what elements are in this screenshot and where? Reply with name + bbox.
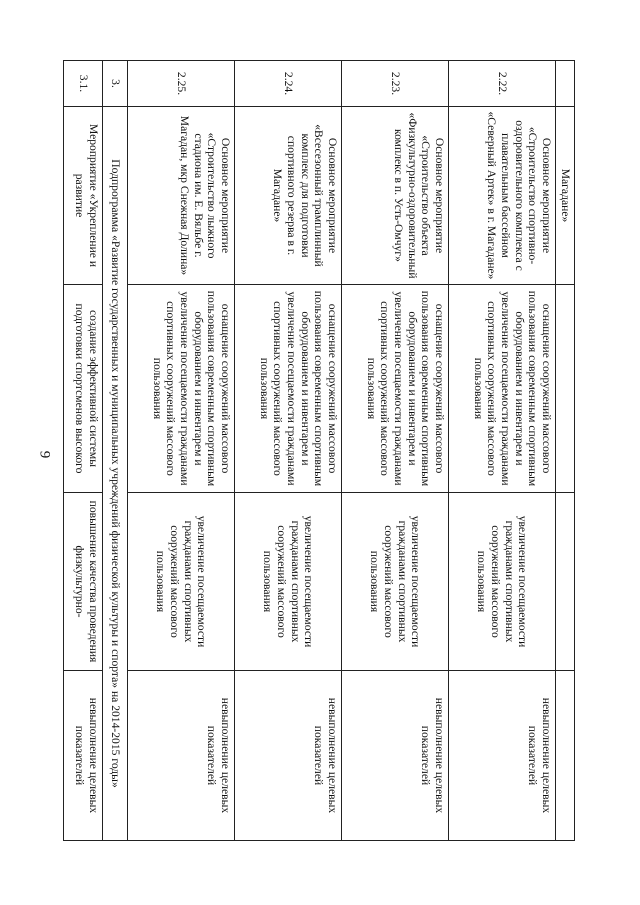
cell-num xyxy=(556,61,575,107)
cell-num: 3. xyxy=(103,61,128,107)
table-row xyxy=(235,61,342,841)
cell-description: оснащение сооружений массового пользования современным спортивным оборудованием и инвентарем и увеличение посещаемости гражданами спортивных сооружений массового пользования xyxy=(235,285,342,493)
cell-description: оснащение сооружений массового пользования современным спортивным оборудованием и инвентарем и увеличение посещаемости гражданами спортивных сооружений массового пользования xyxy=(342,285,449,493)
cell-num: 2.22. xyxy=(449,61,556,107)
program-table-rotated xyxy=(65,60,575,840)
cell-risk xyxy=(556,671,575,841)
cell-description: оснащение сооружений массового пользования современным спортивным оборудованием и инвентарем и увеличение посещаемости гражданами спортивных сооружений массового пользования xyxy=(128,285,235,493)
table-row xyxy=(449,61,556,841)
subprogram-row xyxy=(103,61,128,841)
cell-risk: невыполнение целевых показателей xyxy=(342,671,449,841)
program-table xyxy=(63,60,575,841)
cell-risk: невыполнение целевых показателей xyxy=(64,671,103,841)
cell-name: Основное мероприятие «Всесезонный трамплинный комплекс для подготовки спортивного резерва в г. Магадане» xyxy=(235,107,342,285)
cell-risk: невыполнение целевых показателей xyxy=(235,671,342,841)
subprogram-title: Подпрограмма «Развитие государственных и муниципальных учреждений физической культуры и спорта» на 2014-2015 годы» xyxy=(103,107,128,841)
cell-result: увеличение посещаемости гражданами спортивных сооружений массового пользования xyxy=(449,493,556,671)
cell-result: увеличение посещаемости гражданами спортивных сооружений массового пользования xyxy=(342,493,449,671)
cell-num: 2.25. xyxy=(128,61,235,107)
table-row xyxy=(342,61,449,841)
cell-risk: невыполнение целевых показателей xyxy=(128,671,235,841)
cell-name: Основное мероприятие «Строительство объекта «Физкультурно-оздоровительный комплекс в п. Усть-Омчуг» xyxy=(342,107,449,285)
cell-result: повышение качества проведения физкультурно- xyxy=(64,493,103,671)
table-row xyxy=(64,61,103,841)
cell-risk: невыполнение целевых показателей xyxy=(449,671,556,841)
cell-result: увеличение посещаемости гражданами спортивных сооружений массового пользования xyxy=(235,493,342,671)
cell-result xyxy=(556,493,575,671)
cell-description: оснащение сооружений массового пользования современным спортивным оборудованием и инвентарем и увеличение посещаемости гражданами спортивных сооружений массового пользования xyxy=(449,285,556,493)
cell-name: Мероприятие «Укрепление и развитие xyxy=(64,107,103,285)
cell-description xyxy=(556,285,575,493)
table-row xyxy=(128,61,235,841)
table-row-continued xyxy=(556,61,575,841)
cell-num: 2.24. xyxy=(235,61,342,107)
cell-name: Основное мероприятие «Строительство спортивно-оздоровительного комплекса с плавательным бассейном «Северный Артек» в г. Магадане» xyxy=(449,107,556,285)
page-number: 9 xyxy=(36,450,53,459)
cell-name: Магадане» xyxy=(556,107,575,285)
cell-num: 2.23. xyxy=(342,61,449,107)
cell-num: 3.1. xyxy=(64,61,103,107)
cell-result: увеличение посещаемости гражданами спортивных сооружений массового пользования xyxy=(128,493,235,671)
cell-name: Основное мероприятие «Строительство лыжного стадиона им. Е. Вяльбе г. Магадан, мкр Снежная Долина» xyxy=(128,107,235,285)
cell-description: создание эффективной системы подготовки спортсменов высокого xyxy=(64,285,103,493)
